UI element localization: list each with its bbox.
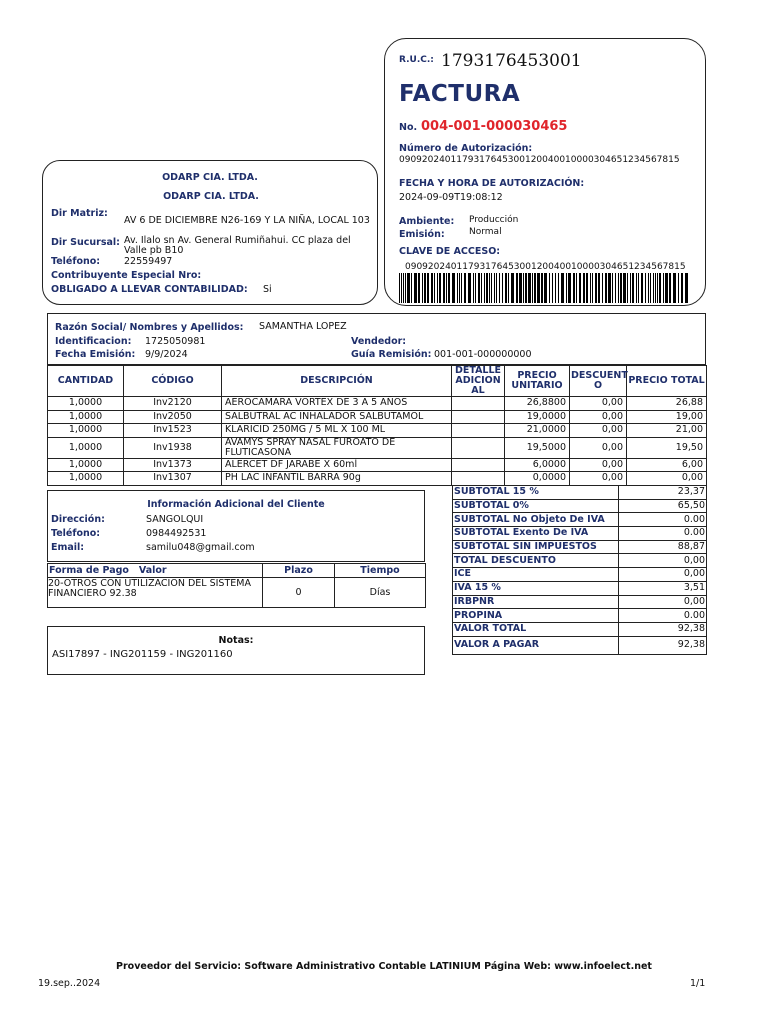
item-unit-price: 26,8800 bbox=[505, 397, 570, 411]
table-row bbox=[48, 458, 707, 472]
totals-value: 0.00 bbox=[619, 527, 707, 541]
issue-date-label: Fecha Emisión: bbox=[55, 349, 136, 360]
notes-title: Notas: bbox=[218, 635, 254, 646]
col-term: Plazo bbox=[263, 564, 335, 578]
item-total: 19,00 bbox=[627, 410, 707, 424]
totals-label: SUBTOTAL Exento De IVA bbox=[453, 527, 619, 541]
item-total: 6,00 bbox=[627, 458, 707, 472]
accounting-value: Si bbox=[263, 284, 272, 295]
auth-datetime: 2024-09-09T19:08:12 bbox=[399, 192, 503, 203]
item-discount: 0,00 bbox=[570, 424, 627, 438]
client-name-label: Razón Social/ Nombres y Apellidos: bbox=[55, 322, 244, 333]
footer-date: 19.sep..2024 bbox=[38, 978, 101, 989]
company-name: ODARP CIA. LTDA. bbox=[162, 172, 258, 183]
notes-text: ASI17897 - ING201159 - ING201160 bbox=[52, 649, 233, 660]
items-table bbox=[47, 365, 707, 486]
item-total: 0,00 bbox=[627, 472, 707, 486]
item-unit-price: 19,0000 bbox=[505, 410, 570, 424]
item-total: 26,88 bbox=[627, 397, 707, 411]
issue-date: 9/9/2024 bbox=[145, 349, 188, 360]
totals-value: 3,51 bbox=[619, 581, 707, 595]
item-code: Inv1307 bbox=[124, 472, 222, 486]
col-discount: DESCUENT O bbox=[570, 366, 627, 397]
access-key-label: CLAVE DE ACCESO: bbox=[399, 246, 501, 257]
environment-label: Ambiente: bbox=[399, 216, 455, 227]
accounting-label: OBLIGADO A LLEVAR CONTABILIDAD: bbox=[51, 284, 248, 295]
totals-label: SUBTOTAL 15 % bbox=[453, 486, 619, 500]
notes-box bbox=[47, 626, 425, 675]
access-key: 0909202401179317645300120040010000304651234567815 bbox=[405, 262, 686, 272]
item-total: 19,50 bbox=[627, 437, 707, 458]
payment-term: 0 bbox=[263, 578, 335, 608]
emission-value: Normal bbox=[469, 227, 502, 237]
seller-label: Vendedor: bbox=[351, 336, 407, 347]
totals-row bbox=[453, 499, 707, 513]
item-unit-price: 6,0000 bbox=[505, 458, 570, 472]
col-unit-price: PRECIO UNITARIO bbox=[505, 366, 570, 397]
item-discount: 0,00 bbox=[570, 472, 627, 486]
totals-value: 0.00 bbox=[619, 513, 707, 527]
items-header-row bbox=[48, 366, 707, 397]
col-value: Valor bbox=[138, 565, 167, 576]
table-row bbox=[48, 424, 707, 438]
totals-label: SUBTOTAL SIN IMPUESTOS bbox=[453, 540, 619, 554]
item-detail bbox=[452, 410, 505, 424]
emission-label: Emisión: bbox=[399, 229, 445, 240]
client-id: 1725050981 bbox=[145, 336, 206, 347]
document-title: FACTURA bbox=[399, 81, 521, 107]
table-row bbox=[48, 472, 707, 486]
col-qty: CANTIDAD bbox=[48, 366, 124, 397]
item-unit-price: 19,5000 bbox=[505, 437, 570, 458]
item-discount: 0,00 bbox=[570, 410, 627, 424]
client-id-label: Identificacion: bbox=[55, 336, 132, 347]
col-total: PRECIO TOTAL bbox=[627, 366, 707, 397]
provider-footer: Proveedor del Servicio: Software Administrativo Contable LATINIUM Página Web: www.infoelect.net bbox=[116, 961, 652, 972]
address-label: Dirección: bbox=[51, 514, 105, 525]
totals-value: 0,00 bbox=[619, 568, 707, 582]
totals-value: 0.00 bbox=[619, 609, 707, 623]
table-row bbox=[48, 397, 707, 411]
guide-number: 001-001-000000000 bbox=[434, 349, 532, 360]
item-qty: 1,0000 bbox=[48, 458, 124, 472]
totals-row bbox=[453, 540, 707, 554]
company-phone: 22559497 bbox=[124, 256, 173, 267]
payment-table bbox=[47, 563, 426, 608]
totals-label: SUBTOTAL 0% bbox=[453, 499, 619, 513]
company-box bbox=[42, 160, 378, 305]
col-time: Tiempo bbox=[335, 564, 426, 578]
totals-value: 0,00 bbox=[619, 595, 707, 609]
item-detail bbox=[452, 437, 505, 458]
item-qty: 1,0000 bbox=[48, 410, 124, 424]
special-taxpayer-label: Contribuyente Especial Nro: bbox=[51, 270, 202, 281]
auth-number: 0909202401179317645300120040010000304651234567815 bbox=[399, 155, 680, 165]
client-box bbox=[47, 313, 706, 365]
additional-info-title: Información Adicional del Cliente bbox=[147, 499, 325, 510]
company-phone-label: Teléfono: bbox=[51, 256, 101, 267]
totals-value: 92,38 bbox=[619, 622, 707, 636]
item-desc: SALBUTRAL AC INHALADOR SALBUTAMOL bbox=[222, 410, 452, 424]
payment-time: Días bbox=[335, 578, 426, 608]
additional-info-box bbox=[47, 490, 425, 562]
item-desc: AEROCAMARA VORTEX DE 3 A 5 AÑOS bbox=[222, 397, 452, 411]
totals-label: SUBTOTAL No Objeto De IVA bbox=[453, 513, 619, 527]
sucursal-label: Dir Sucursal: bbox=[51, 237, 120, 248]
phone-label: Teléfono: bbox=[51, 528, 101, 539]
totals-table bbox=[452, 485, 707, 655]
totals-value: 23,37 bbox=[619, 486, 707, 500]
totals-value: 0,00 bbox=[619, 554, 707, 568]
totals-label: ICE bbox=[453, 568, 619, 582]
address-value: SANGOLQUI bbox=[146, 514, 204, 525]
item-discount: 0,00 bbox=[570, 397, 627, 411]
email-label: Email: bbox=[51, 542, 85, 553]
totals-row bbox=[453, 609, 707, 623]
sucursal-address-1: Av. Ilalo sn Av. General Rumiñahui. CC plaza del bbox=[124, 235, 351, 246]
totals-row bbox=[453, 554, 707, 568]
barcode-image bbox=[399, 273, 689, 303]
guide-label: Guía Remisión: bbox=[351, 349, 432, 360]
item-detail bbox=[452, 458, 505, 472]
payment-method-header bbox=[48, 564, 263, 578]
col-method: Forma de Pago bbox=[49, 565, 129, 576]
matriz-label: Dir Matriz: bbox=[51, 208, 108, 219]
totals-row bbox=[453, 527, 707, 541]
item-qty: 1,0000 bbox=[48, 397, 124, 411]
ruc-label: R.U.C.: bbox=[399, 55, 434, 65]
totals-value: 92,38 bbox=[619, 636, 707, 654]
item-unit-price: 0,0000 bbox=[505, 472, 570, 486]
totals-value: 88,87 bbox=[619, 540, 707, 554]
email-value: samilu048@gmail.com bbox=[146, 542, 255, 553]
totals-label: IRBPNR bbox=[453, 595, 619, 609]
table-row bbox=[48, 410, 707, 424]
page-number: 1/1 bbox=[690, 978, 706, 989]
item-discount: 0,00 bbox=[570, 437, 627, 458]
item-desc: AVAMYS SPRAY NASAL FUROATO DE FLUTICASONA bbox=[222, 437, 452, 458]
item-qty: 1,0000 bbox=[48, 472, 124, 486]
item-desc: PH LAC INFANTIL BARRA 90g bbox=[222, 472, 452, 486]
totals-row bbox=[453, 568, 707, 582]
totals-row bbox=[453, 622, 707, 636]
client-name: SAMANTHA LOPEZ bbox=[259, 321, 347, 332]
item-qty: 1,0000 bbox=[48, 437, 124, 458]
invoice-number: 004-001-000030465 bbox=[421, 119, 568, 134]
item-code: Inv2050 bbox=[124, 410, 222, 424]
totals-row bbox=[453, 595, 707, 609]
totals-label: VALOR TOTAL bbox=[453, 622, 619, 636]
payment-method: 20-OTROS CON UTILIZACION DEL SISTEMA FINANCIERO 92.38 bbox=[48, 578, 263, 608]
item-desc: KLARICID 250MG / 5 ML X 100 ML bbox=[222, 424, 452, 438]
ruc-value: 1793176453001 bbox=[441, 51, 582, 71]
table-row bbox=[48, 437, 707, 458]
phone-value: 0984492531 bbox=[146, 528, 207, 539]
emitter-box bbox=[384, 38, 706, 306]
item-discount: 0,00 bbox=[570, 458, 627, 472]
totals-label: PROPINA bbox=[453, 609, 619, 623]
payment-header-row bbox=[48, 564, 426, 578]
totals-row bbox=[453, 513, 707, 527]
table-row bbox=[48, 578, 426, 608]
col-detail: DETALLE ADICION AL bbox=[452, 366, 505, 397]
item-code: Inv1373 bbox=[124, 458, 222, 472]
auth-datetime-label: FECHA Y HORA DE AUTORIZACIÓN: bbox=[399, 178, 585, 189]
item-unit-price: 21,0000 bbox=[505, 424, 570, 438]
item-total: 21,00 bbox=[627, 424, 707, 438]
item-detail bbox=[452, 472, 505, 486]
item-code: Inv1938 bbox=[124, 437, 222, 458]
sucursal-address-2: Valle pb B10 bbox=[124, 245, 184, 256]
totals-row bbox=[453, 581, 707, 595]
col-desc: DESCRIPCIÓN bbox=[222, 366, 452, 397]
auth-number-label: Número de Autorización: bbox=[399, 143, 533, 154]
totals-row bbox=[453, 636, 707, 654]
totals-label: IVA 15 % bbox=[453, 581, 619, 595]
item-desc: ALERCET DF JARABE X 60ml bbox=[222, 458, 452, 472]
company-trade-name: ODARP CIA. LTDA. bbox=[163, 191, 259, 202]
invoice-number-label: No. bbox=[399, 122, 418, 133]
totals-label: VALOR A PAGAR bbox=[453, 636, 619, 654]
totals-row bbox=[453, 486, 707, 500]
matriz-address: AV 6 DE DICIEMBRE N26-169 Y LA NIÑA, LOCAL 103 bbox=[124, 215, 370, 226]
item-code: Inv2120 bbox=[124, 397, 222, 411]
environment-value: Producción bbox=[469, 215, 519, 225]
item-detail bbox=[452, 424, 505, 438]
item-code: Inv1523 bbox=[124, 424, 222, 438]
col-code: CÓDIGO bbox=[124, 366, 222, 397]
totals-value: 65,50 bbox=[619, 499, 707, 513]
totals-label: TOTAL DESCUENTO bbox=[453, 554, 619, 568]
item-qty: 1,0000 bbox=[48, 424, 124, 438]
item-detail bbox=[452, 397, 505, 411]
